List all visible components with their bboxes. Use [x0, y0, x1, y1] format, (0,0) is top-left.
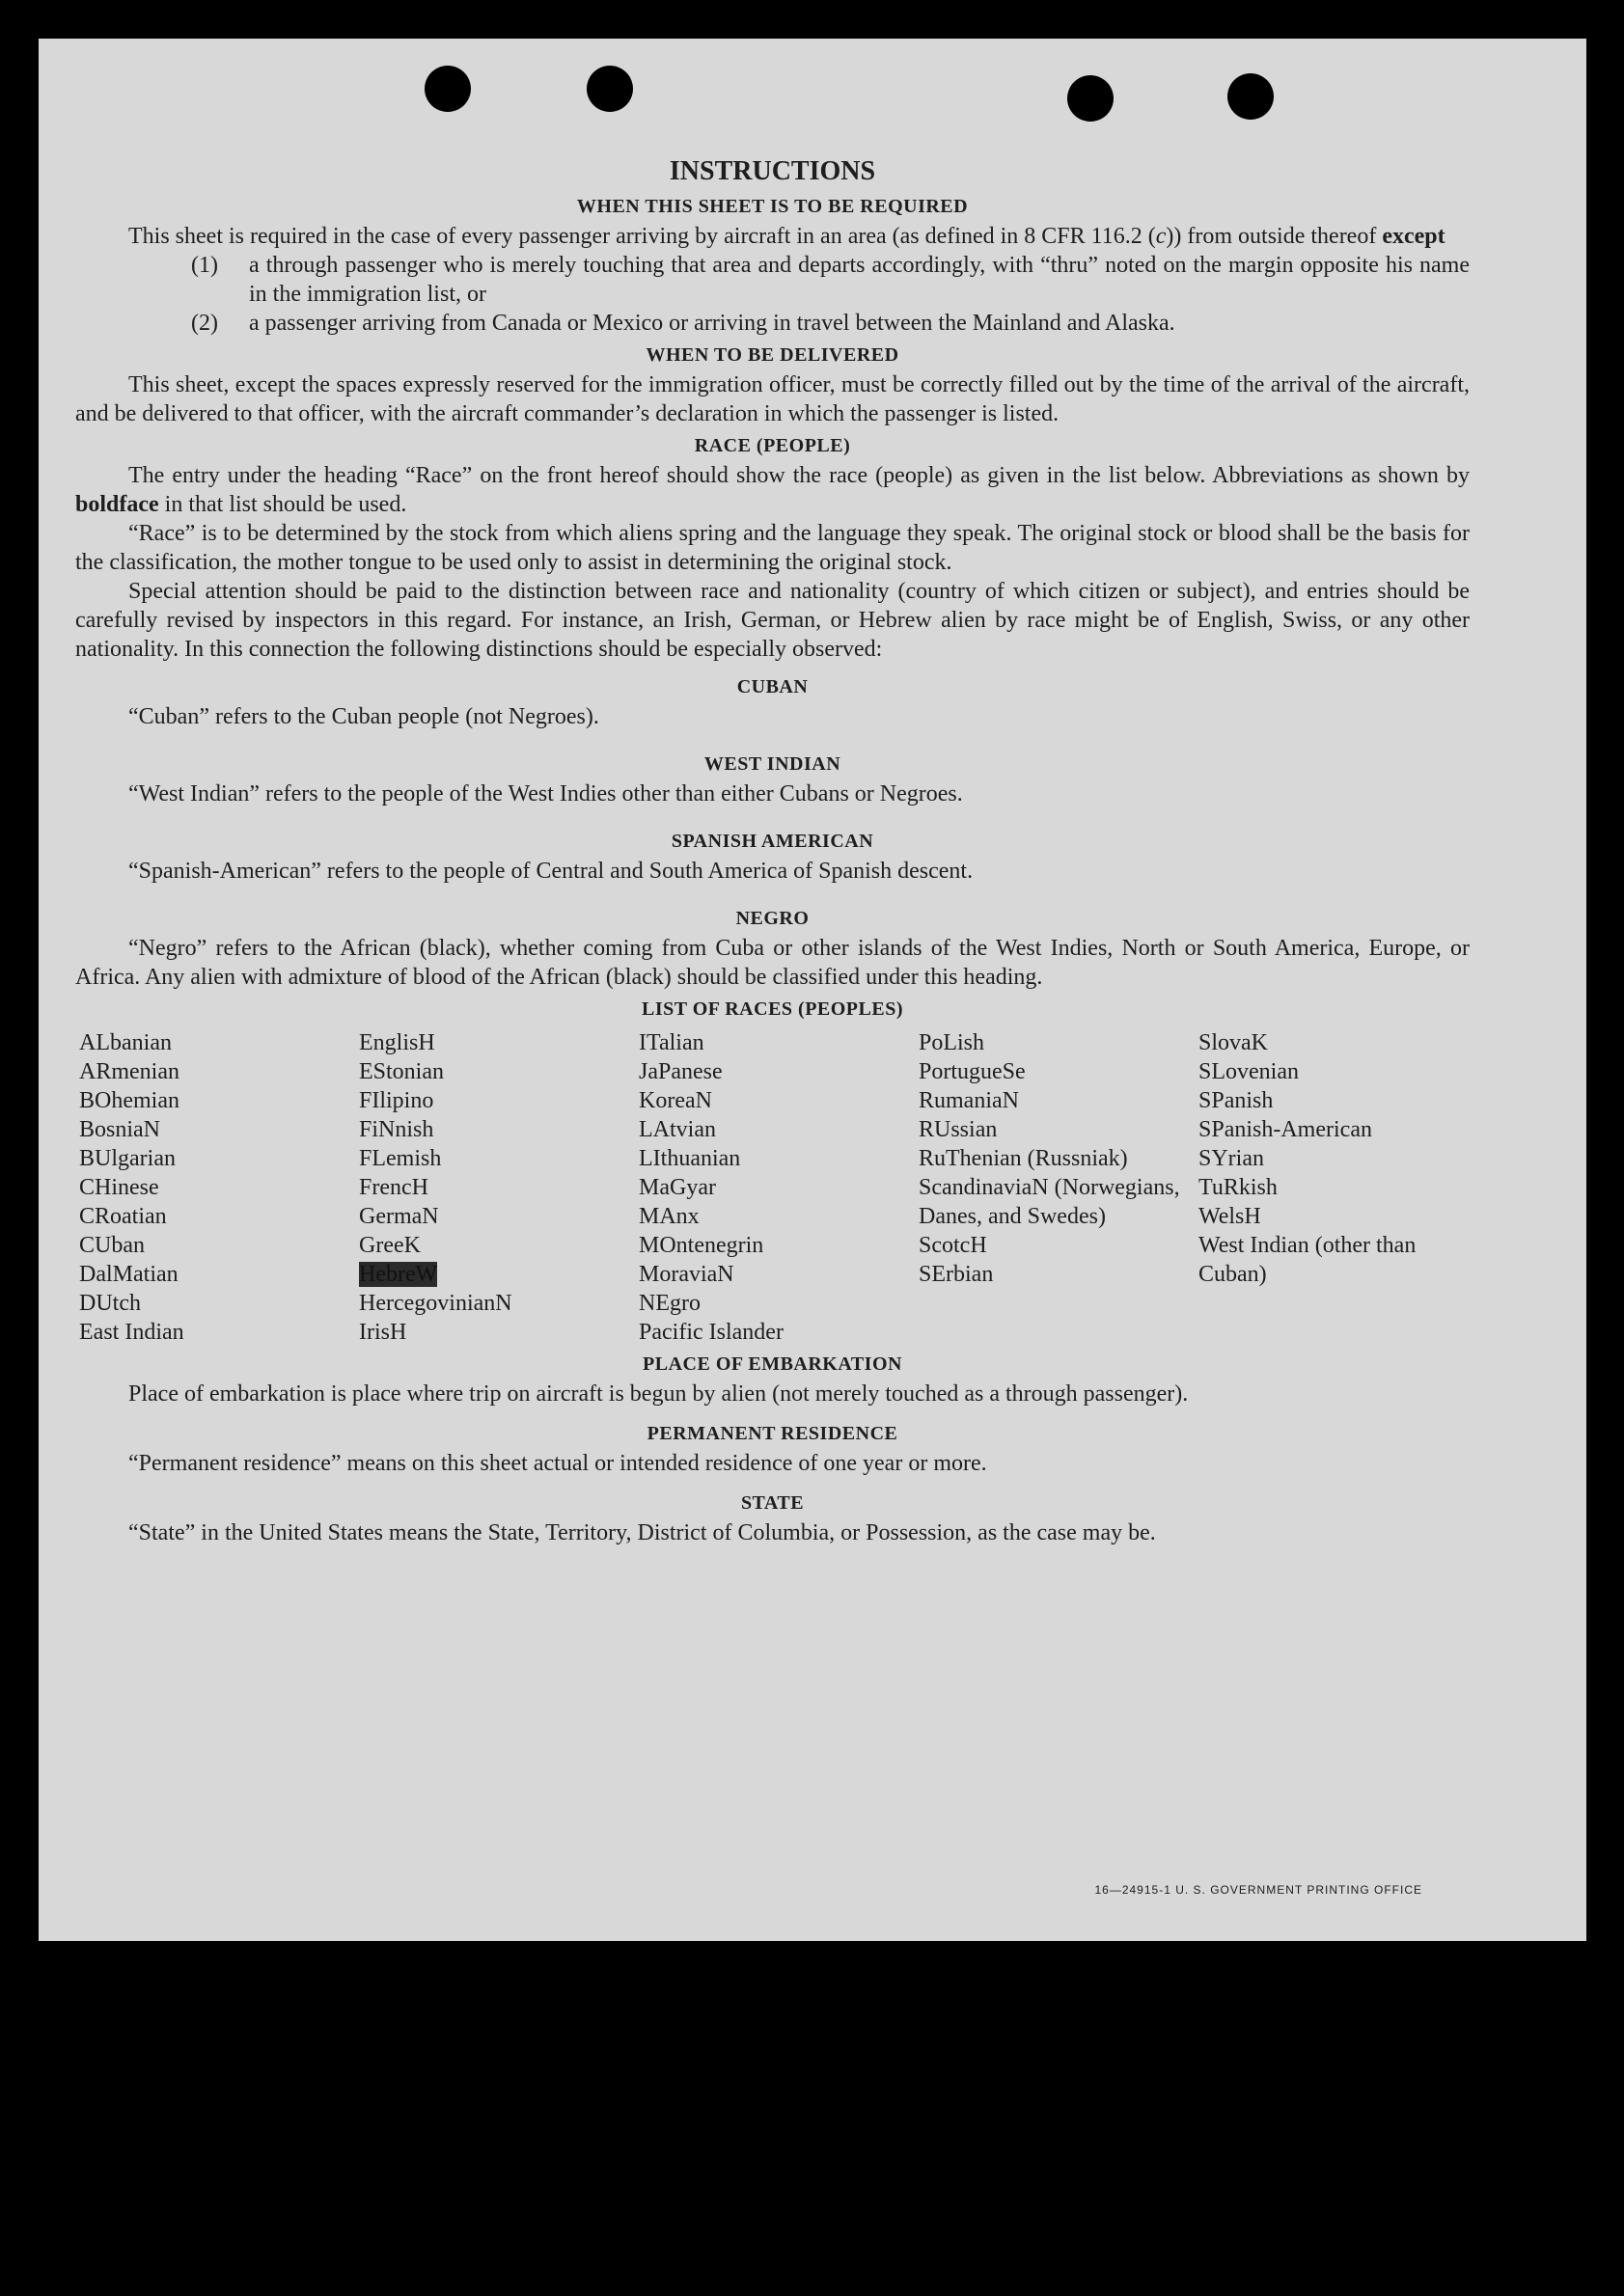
section-heading-residence: PERMANENT RESIDENCE: [647, 1423, 898, 1444]
race-p1-bold: boldface: [75, 492, 159, 517]
race-entry: CUban: [79, 1233, 145, 1258]
races-column-1: [79, 1028, 359, 1347]
required-intro: [75, 222, 1470, 251]
exception-item-1: [191, 251, 1470, 309]
race-entry: West Indian (other than Cuban): [1198, 1233, 1417, 1287]
race-entry: GreeK: [359, 1233, 421, 1258]
intro-c: c: [1155, 224, 1167, 249]
race-entry: SYrian: [1198, 1146, 1264, 1171]
races-column-2: [359, 1028, 639, 1347]
race-entry: LIthuanian: [639, 1146, 741, 1171]
race-entry: CHinese: [79, 1175, 159, 1200]
race-paragraph-1: [75, 461, 1470, 519]
section-heading-embarkation: PLACE OF EMBARKATION: [643, 1353, 902, 1375]
race-entry: BUlgarian: [79, 1146, 176, 1171]
exception-text: a passenger arriving from Canada or Mexico or arriving in travel between the Mainland and Alaska.: [249, 311, 1175, 336]
race-entry: MAnx: [639, 1204, 700, 1229]
section-heading-cuban: CUBAN: [736, 676, 809, 697]
race-entry: RUssian: [919, 1117, 998, 1142]
state-text: “State” in the United States means the State, Territory, District of Columbia, or Possession, as the case may be.: [128, 1520, 1156, 1545]
races-column-5: [1198, 1028, 1478, 1347]
race-entry: ScotcH: [919, 1233, 987, 1258]
intro-text-post: )) from outside thereof: [1166, 224, 1383, 249]
exception-text: a through passenger who is merely touching that area and departs accordingly, with “thru” noted on the margin opposite his name in the immigration list, or: [249, 253, 1470, 307]
race-entry: EnglisH: [359, 1030, 435, 1055]
races-column-3: [639, 1028, 919, 1347]
race-entry: DalMatian: [79, 1262, 179, 1287]
race-entry: SPanish-American: [1198, 1117, 1372, 1142]
race-entry: NEgro: [639, 1291, 701, 1316]
punch-hole: [425, 66, 471, 112]
race-entry: PortugueSe: [919, 1059, 1026, 1084]
section-heading-west-indian: WEST INDIAN: [703, 753, 841, 775]
printing-office-code: 16—24915-1 U. S. GOVERNMENT PRINTING OFFICE: [1094, 1883, 1422, 1897]
race-entry: WelsH: [1198, 1204, 1261, 1229]
race-entry: BOhemian: [79, 1088, 179, 1113]
section-heading-state: STATE: [740, 1492, 805, 1514]
race-entry: CRoatian: [79, 1204, 167, 1229]
section-heading-required: WHEN THIS SHEET IS TO BE REQUIRED: [576, 196, 969, 217]
race-entry: FiNnish: [359, 1117, 434, 1142]
race-entry: SLovenian: [1198, 1059, 1299, 1084]
section-heading-list-of-races: LIST OF RACES (PEOPLES): [641, 998, 903, 1020]
race-entry: SlovaK: [1198, 1030, 1268, 1055]
race-entry: DUtch: [79, 1291, 141, 1316]
race-entry: EStonian: [359, 1059, 444, 1084]
race-entry: MaGyar: [639, 1175, 716, 1200]
delivered-text: This sheet, except the spaces expressly reserved for the immigration officer, must be correctly filled out by the time of the arrival of the aircraft, and be delivered to that officer, with the aircraft commander’s declaration in which the passenger is listed.: [75, 372, 1470, 426]
intro-except: except: [1382, 224, 1445, 249]
race-entry: LAtvian: [639, 1117, 716, 1142]
spanish-american-text: “Spanish-American” refers to the people of Central and South America of Spanish descent.: [128, 859, 974, 884]
race-p1-text: The entry under the heading “Race” on the front hereof should show the race (people) as given in the list below. Abbreviations as shown by: [128, 463, 1470, 488]
race-entry: IrisH: [359, 1320, 407, 1345]
race-entry-obscured: HebreW: [359, 1262, 438, 1287]
race-entry: SErbian: [919, 1262, 994, 1287]
page-title: INSTRUCTIONS: [669, 156, 876, 186]
race-entry: FLemish: [359, 1146, 442, 1171]
race-entry: ScandinaviaN (Norwegians, Danes, and Swedes): [919, 1175, 1180, 1229]
race-entry: MOntenegrin: [639, 1233, 764, 1258]
race-entry: TuRkish: [1198, 1175, 1278, 1200]
race-entry: East Indian: [79, 1320, 184, 1345]
race-entry: BosniaN: [79, 1117, 160, 1142]
race-paragraph-2: “Race” is to be determined by the stock from which aliens spring and the language they speak. The original stock or blood shall be the basis for the classification, the mother tongue to be used only to assist in determining the original stock.: [75, 521, 1470, 575]
exception-item-2: [191, 309, 1470, 338]
punch-hole: [1067, 75, 1114, 122]
race-entry: ARmenian: [79, 1059, 179, 1084]
race-p1-text-post: in that list should be used.: [158, 492, 407, 517]
race-entry: KoreaN: [639, 1088, 712, 1113]
race-entry: FIlipino: [359, 1088, 434, 1113]
exception-number: (1): [191, 253, 218, 278]
race-entry: RumaniaN: [919, 1088, 1019, 1113]
cuban-text: “Cuban” refers to the Cuban people (not Negroes).: [128, 704, 599, 729]
section-heading-race: RACE (PEOPLE): [694, 435, 851, 456]
race-entry: JaPanese: [639, 1059, 723, 1084]
race-entry: FrencH: [359, 1175, 428, 1200]
document-sheet: [39, 39, 1586, 1941]
intro-text: This sheet is required in the case of every passenger arriving by aircraft in an area (as defined in 8 CFR 116.2 (: [128, 224, 1156, 249]
residence-text: “Permanent residence” means on this sheet actual or intended residence of one year or more.: [128, 1451, 987, 1476]
section-heading-negro: NEGRO: [735, 908, 810, 929]
race-paragraph-3: Special attention should be paid to the distinction between race and nationality (country of which citizen or subject), and entries should be carefully revised by inspectors in this regard. For instance, an Irish, German, or Hebrew alien by race might be of English, Swiss, or any other nationality. In this connection the following distinctions should be especially observed:: [75, 579, 1470, 662]
punch-hole: [587, 66, 633, 112]
race-entry: GermaN: [359, 1204, 439, 1229]
race-entry: PoLish: [919, 1030, 985, 1055]
exception-number: (2): [191, 311, 218, 336]
section-heading-spanish-american: SPANISH AMERICAN: [671, 831, 874, 852]
west-indian-text: “West Indian” refers to the people of the West Indies other than either Cubans or Negroes.: [128, 781, 963, 806]
race-entry: [359, 1260, 639, 1289]
races-list: [79, 1028, 1470, 1347]
race-entry: ITalian: [639, 1030, 704, 1055]
section-heading-delivered: WHEN TO BE DELIVERED: [646, 344, 899, 366]
embarkation-text: Place of embarkation is place where trip on aircraft is begun by alien (not merely touched as a through passenger).: [128, 1381, 1189, 1407]
race-entry: HercegovinianN: [359, 1291, 512, 1316]
race-entry: MoraviaN: [639, 1262, 734, 1287]
race-entry: SPanish: [1198, 1088, 1274, 1113]
races-column-4: [919, 1028, 1198, 1347]
punch-hole: [1227, 73, 1274, 120]
race-entry: ALbanian: [79, 1030, 172, 1055]
race-entry: RuThenian (Russniak): [919, 1146, 1128, 1171]
race-entry: Pacific Islander: [639, 1320, 784, 1345]
instructions-content: [75, 154, 1470, 1547]
negro-text: “Negro” refers to the African (black), whether coming from Cuba or other islands of the West Indies, North or South America, Europe, or Africa. Any alien with admixture of blood of the African (black) should be classified under this heading.: [75, 936, 1470, 990]
